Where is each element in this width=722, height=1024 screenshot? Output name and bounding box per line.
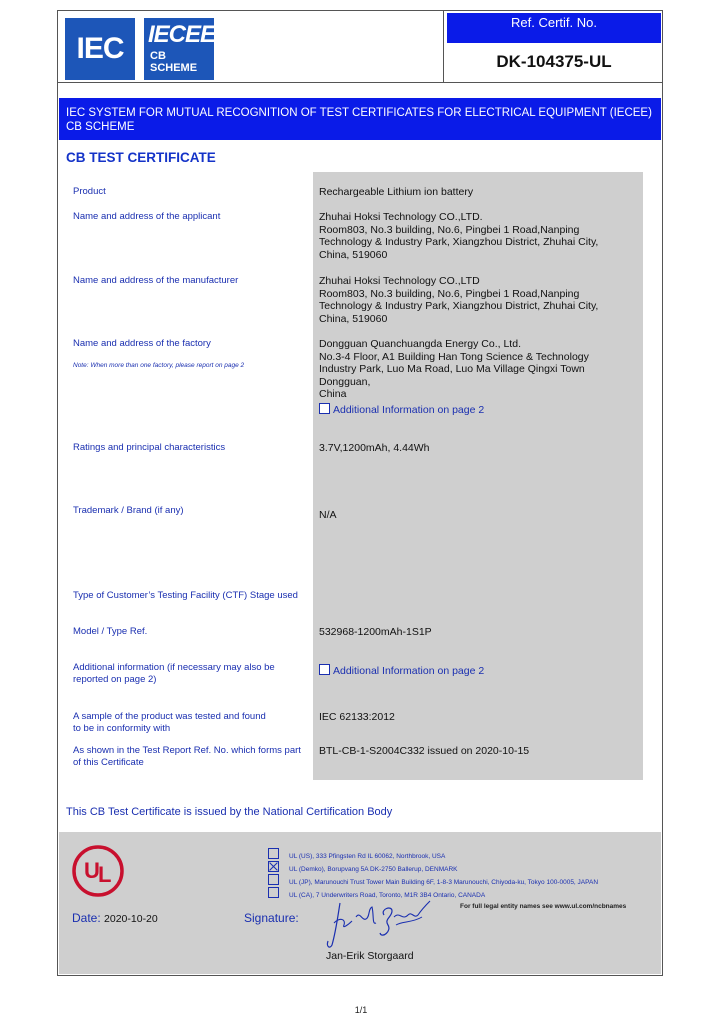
issued-by-text: This CB Test Certificate is issued by the National Certification Body <box>66 806 393 818</box>
manufacturer-line: Zhuhai Hoksi Technology CO.,LTD <box>319 275 480 287</box>
applicant-line: Room803, No.3 building, No.6, Pingbei 1 Road,Nanping <box>319 223 580 236</box>
ncb-checkbox-us[interactable] <box>268 848 279 859</box>
ref-certif-number: DK-104375-UL <box>496 52 612 71</box>
ncb-checkbox-ca[interactable] <box>268 887 279 898</box>
manufacturer-line: Technology & Industry Park, Xiangzhou District, Zhuhai City, <box>319 300 599 312</box>
factory-note: Note: When more than one factory, please report on page 2 <box>73 362 245 369</box>
applicant-line: China, 519060 <box>319 248 388 261</box>
ref-label-text: Ref. Certif. No. <box>511 15 597 30</box>
handwritten-signature-icon <box>322 895 442 950</box>
factory-line: Dongguan Quanchuangda Energy Co., Ltd. <box>319 338 521 350</box>
additional-label-line: reported on page 2) <box>73 674 157 685</box>
factory-line: China <box>319 388 347 400</box>
factory-additional-info[interactable] <box>319 403 589 417</box>
legal-note: For full legal entity names see www.ul.com/ncbnames <box>460 903 627 910</box>
factory-value <box>319 338 589 416</box>
values-panel <box>313 172 643 780</box>
additional-label-line: Additional information (if necessary may also be <box>73 662 275 673</box>
iecee-cb-scheme-logo <box>144 18 214 80</box>
sample-label-line: to be in conformity with <box>73 723 171 734</box>
sample-label <box>73 711 266 735</box>
svg-text:L: L <box>98 862 112 887</box>
date-field <box>72 911 158 925</box>
ncb-option-text: UL (Demko), Borupvang 5A DK-2750 Ballerup, DENMARK <box>289 866 458 873</box>
page-number: 1/1 <box>354 1005 368 1015</box>
applicant-line: Technology & Industry Park, Xiangzhou District, Zhuhai City, <box>319 236 599 248</box>
applicant-line: Zhuhai Hoksi Technology CO.,LTD. <box>319 211 483 223</box>
additional-label <box>73 662 275 686</box>
ref-certif-label <box>447 13 661 43</box>
applicant-value <box>319 211 598 261</box>
model-value: 532968-1200mAh-1S1P <box>319 626 432 638</box>
date-value: 2020-10-20 <box>104 913 158 925</box>
applicant-label: Name and address of the applicant <box>73 211 221 222</box>
ncb-option-text: UL (US), 333 Pfingsten Rd IL 60062, Northbrook, USA <box>289 853 446 860</box>
factory-additional-text: Additional Information on page 2 <box>333 403 485 416</box>
signer-name: Jan-Erik Storgaard <box>326 950 414 962</box>
signature-label: Signature: <box>244 911 299 925</box>
sample-value: IEC 62133:2012 <box>319 711 395 723</box>
ncb-option-text: UL (CA), 7 Underwriters Road, Toronto, M1R 3B4 Ontario, CANADA <box>289 892 486 899</box>
banner-line-1: IEC SYSTEM FOR MUTUAL RECOGNITION OF TEST CERTIFICATES FOR ELECTRICAL EQUIPMENT (IECEE) <box>66 107 652 119</box>
ratings-label: Ratings and principal characteristics <box>73 442 226 453</box>
date-label: Date: <box>72 911 101 925</box>
report-value: BTL-CB-1-S2004C332 issued on 2020-10-15 <box>319 745 530 757</box>
ncb-checkbox-jp[interactable] <box>268 874 279 885</box>
header-divider-horizontal <box>57 82 663 83</box>
scheme-logo-text: SCHEME <box>150 62 198 74</box>
model-label: Model / Type Ref. <box>73 626 148 637</box>
report-label-line: As shown in the Test Report Ref. No. which forms part <box>73 745 301 756</box>
ctf-label: Type of Customer’s Testing Facility (CTF) Stage used <box>73 590 298 601</box>
ratings-value: 3.7V,1200mAh, 4.44Wh <box>319 442 430 454</box>
ul-logo-icon <box>72 845 124 897</box>
trademark-value: N/A <box>319 509 337 521</box>
additional-info[interactable] <box>319 664 484 678</box>
sample-label-line: A sample of the product was tested and found <box>73 711 266 722</box>
manufacturer-line: Room803, No.3 building, No.6, Pingbei 1 Road,Nanping <box>319 287 580 300</box>
factory-line: No.3-4 Floor, A1 Building Han Tong Science & Technology <box>319 350 589 363</box>
product-label: Product <box>73 186 106 197</box>
report-label <box>73 745 301 769</box>
ncb-checkbox-demko-checked[interactable] <box>268 861 279 872</box>
ncb-option-jp[interactable] <box>268 874 598 887</box>
factory-line: Industry Park, Luo Ma Road, Luo Ma Village Qingxi Town <box>319 363 585 375</box>
additional-checkbox[interactable] <box>319 664 330 675</box>
product-value: Rechargeable Lithium ion battery <box>319 186 474 198</box>
header-divider-vertical <box>443 10 444 82</box>
report-label-line: of this Certificate <box>73 757 144 768</box>
iec-logo <box>65 18 135 80</box>
trademark-label: Trademark / Brand (if any) <box>73 505 184 516</box>
manufacturer-line: China, 519060 <box>319 312 388 325</box>
ncb-option-us[interactable] <box>268 848 445 861</box>
banner-line-2: CB SCHEME <box>66 121 135 133</box>
manufacturer-value <box>319 275 598 325</box>
certificate-title: CB TEST CERTIFICATE <box>66 150 216 165</box>
svg-text:U: U <box>84 858 100 883</box>
manufacturer-label: Name and address of the manufacturer <box>73 275 239 286</box>
iecee-logo-text: IECEE <box>148 21 216 48</box>
iec-logo-text: IEC <box>76 32 124 65</box>
factory-additional-checkbox[interactable] <box>319 403 330 414</box>
ncb-option-demko[interactable] <box>268 861 457 874</box>
factory-label: Name and address of the factory <box>73 338 211 349</box>
factory-line: Dongguan, <box>319 375 371 388</box>
iecee-banner <box>59 98 661 140</box>
additional-info-text: Additional Information on page 2 <box>333 665 485 677</box>
cb-logo-text: CB <box>150 50 166 62</box>
ncb-option-text: UL (JP), Marunouchi Trust Tower Main Building 6F, 1-8-3 Marunouchi, Chiyoda-ku, Tokyo 100-0005, JAPAN <box>289 879 599 886</box>
